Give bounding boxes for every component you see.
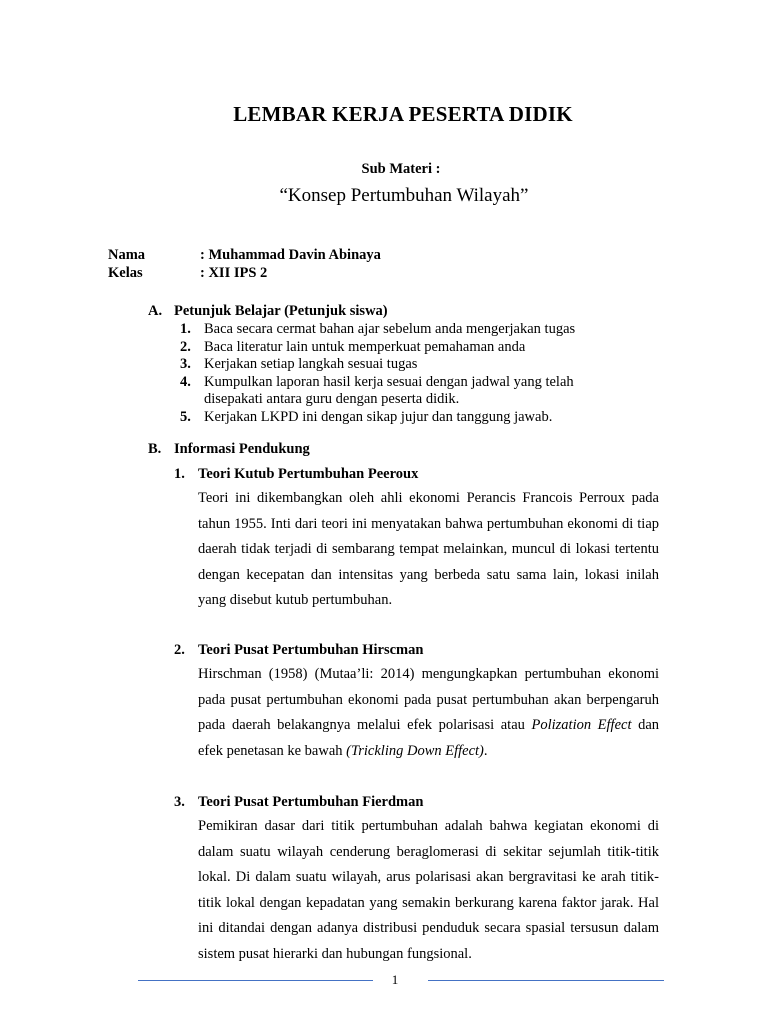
theory-2-heading [174, 642, 423, 659]
theory-3-title: Teori Pusat Pertumbuhan Fierdman [198, 794, 424, 810]
theory-1-body: Teori ini dikembangkan oleh ahli ekonomi Perancis Francois Perroux pada tahun 1955. Inti dari teori ini menyatakan bahwa pertumbuhan ekonomi di tiap daerah tidak terjadi di sembarang tempat melainkan, muncul di lokasi tertentu dengan kecepatan dan intensitas yang berbeda satu sama lain, lokasi inilah yang disebut kutub pertumbuhan. [198, 490, 659, 609]
section-a-letter: A. [148, 303, 163, 319]
theory-3-heading [174, 794, 423, 811]
theory-2-number: 2. [174, 642, 185, 658]
list-item-number: 2. [180, 338, 191, 355]
theory-1-number: 1. [174, 466, 185, 482]
section-b-letter: B. [148, 441, 162, 457]
list-item [180, 339, 620, 357]
theory-2-title: Teori Pusat Pertumbuhan Hirscman [198, 642, 424, 658]
list-item-text: Kerjakan setiap langkah sesuai tugas [204, 356, 418, 372]
list-item-number: 5. [180, 408, 191, 425]
section-b-heading [148, 441, 310, 458]
list-item [180, 409, 620, 427]
list-item-number: 3. [180, 356, 191, 372]
study-instructions-list [180, 321, 620, 426]
theory-1-heading [174, 466, 418, 483]
footer-rule-right [428, 980, 664, 981]
theory-3-body: Pemikiran dasar dari titik pertumbuhan adalah bahwa kegiatan ekonomi di dalam suatu wilayah cenderung beraglomerasi di sekitar sejumlah titik-titik lokal. Di dalam suatu wilayah, arus polarisasi akan bergravitasi ke arah titik-titik lokal dengan kepadatan yang semakin berkurang karena faktor jarak. Hal ini ditandai dengan adanya distribusi penduduk secara spasial tersusun dalam sistem pusat hierarki dan hubungan fungsional. [198, 818, 659, 962]
document-title: LEMBAR KERJA PESERTA DIDIK [233, 102, 573, 126]
list-item-text: Baca secara cermat bahan ajar sebelum anda mengerjakan tugas [204, 321, 576, 337]
list-item [180, 356, 620, 374]
list-item-text: Kerjakan LKPD ini dengan sikap jujur dan tanggung jawab. [204, 408, 553, 425]
identity-nama-row [108, 247, 381, 264]
theory-1-title: Teori Kutub Pertumbuhan Peeroux [198, 466, 419, 482]
list-item [180, 374, 620, 409]
identity-kelas-row [108, 265, 267, 282]
kelas-value: : XII IPS 2 [200, 265, 268, 281]
list-item-number: 4. [180, 373, 191, 390]
theory-2-body-mid: dan efek penetasan ke bawah [198, 717, 660, 759]
sub-materi-title: “Konsep Pertumbuhan Wilayah” [279, 185, 529, 206]
section-b-title: Informasi Pendukung [174, 441, 310, 457]
list-item-text: Baca literatur lain untuk memperkuat pemahaman anda [204, 338, 526, 355]
theory-3-number: 3. [174, 794, 185, 810]
theory-2-body-end: . [483, 742, 488, 759]
list-item-text: Kumpulkan laporan hasil kerja sesuai dengan jadwal yang telah disepakati antara guru dengan peserta didik. [204, 373, 574, 407]
section-a-heading [148, 303, 388, 320]
theory-2-italic-term-2: (Trickling Down Effect) [346, 742, 484, 759]
section-a-title: Petunjuk Belajar (Petunjuk siswa) [174, 303, 388, 319]
nama-label: Nama [108, 247, 146, 263]
page-number: 1 [391, 972, 399, 987]
sub-materi-label: Sub Materi : [361, 161, 441, 177]
footer-rule-left [138, 980, 373, 981]
list-item [180, 321, 620, 339]
theory-2-body [198, 662, 659, 764]
theory-2-body-start: Hirschman (1958) (Mutaa’li: 2014) mengungkapkan pertumbuhan ekonomi pada pusat pertumbuhan ekonomi pada pusat pertumbuhan akan berpengaruh pada daerah belakangnya melalui efek polarisasi atau [198, 666, 659, 734]
kelas-label: Kelas [108, 265, 143, 281]
nama-value: : Muhammad Davin Abinaya [200, 247, 381, 263]
list-item-number: 1. [180, 321, 191, 337]
theory-2-italic-term-1: Polization Effect [531, 717, 632, 734]
